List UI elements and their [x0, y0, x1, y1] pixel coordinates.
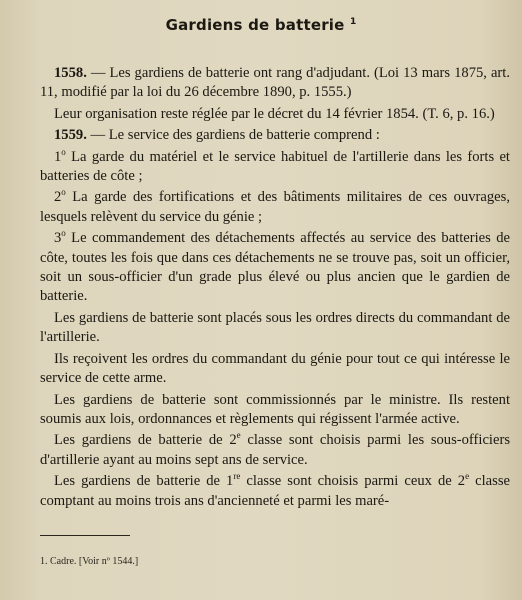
- ordinal-marker: o: [61, 228, 66, 239]
- paragraph-places: Les gardiens de batterie sont placés sous les ordres directs du commandant de l'artillerie.: [40, 309, 510, 346]
- ordinal-marker: re: [233, 471, 241, 482]
- ordinal-marker: o: [61, 146, 66, 157]
- text-segment: Les gardiens de batterie de 1: [54, 473, 234, 490]
- item-text: La garde des fortifications et des bâtiments militaires de ces ouvrages, lesquels relèvent du service du génie ;: [40, 189, 510, 225]
- item-text: Le commandement des détachements affectés au service des batteries de côte, toutes les fois que dans ces détachements ne se trouve pas, soit un officier, soit un sous-officier d'un grade plus élevé ou plus ancien que le gardien de batterie.: [40, 230, 510, 305]
- ordinal-marker: e: [236, 430, 241, 441]
- article-1558: [40, 64, 510, 103]
- page-title: [0, 16, 522, 34]
- item-number: 2: [54, 189, 62, 206]
- paragraph-ordres: Ils reçoivent les ordres du commandant du génie pour tout ce qui intéresse le service de cette arme.: [40, 350, 510, 387]
- article-number: 1558.: [54, 65, 87, 81]
- list-item-1: [40, 148, 510, 187]
- text-segment: Les gardiens de batterie de 2: [54, 432, 237, 449]
- article-text: — Les gardiens de batterie ont rang d'adjudant. (Loi 13 mars 1875, art. 11, modifié par la loi du 26 décembre 1890, p. 1555.): [40, 65, 510, 101]
- paragraph-1re-classe: [40, 472, 510, 511]
- item-number: 3: [54, 230, 62, 247]
- footnote-rule: [40, 535, 130, 536]
- article-1559: [40, 126, 510, 145]
- list-item-2: [40, 188, 510, 227]
- paragraph-organisation: Leur organisation reste réglée par le décret du 14 février 1854. (T. 6, p. 16.): [54, 105, 495, 122]
- ordinal-marker: o: [61, 187, 66, 198]
- article-number: 1559.: [54, 127, 87, 144]
- paragraph-2e-classe: [40, 431, 510, 470]
- text-segment: classe comptant au moins trois ans d'ancienneté et parmi les maré-: [40, 473, 510, 509]
- list-item-3: [40, 229, 510, 307]
- title-text: Gardiens de batterie: [165, 16, 345, 34]
- ordinal-marker: e: [465, 471, 470, 482]
- paragraph-commission: Les gardiens de batterie sont commissionnés par le ministre. Ils restent soumis aux lois, ordonnances et règlements qui régissent l'armée active.: [40, 391, 510, 427]
- body-text: [40, 64, 510, 513]
- item-text: La garde du matériel et le service habituel de l'artillerie dans les forts et batteries de côte ;: [40, 148, 510, 185]
- article-text: — Le service des gardiens de batterie comprend :: [86, 127, 380, 144]
- footnote: 1. Cadre. [Voir nº 1544.]: [40, 556, 139, 567]
- item-number: 1: [54, 148, 62, 165]
- text-segment: classe sont choisis parmi les sous-officiers d'artillerie ayant au moins sept ans de service.: [40, 432, 510, 468]
- title-footnote-marker: 1: [349, 17, 357, 27]
- text-segment: classe sont choisis parmi ceux de 2: [240, 473, 466, 490]
